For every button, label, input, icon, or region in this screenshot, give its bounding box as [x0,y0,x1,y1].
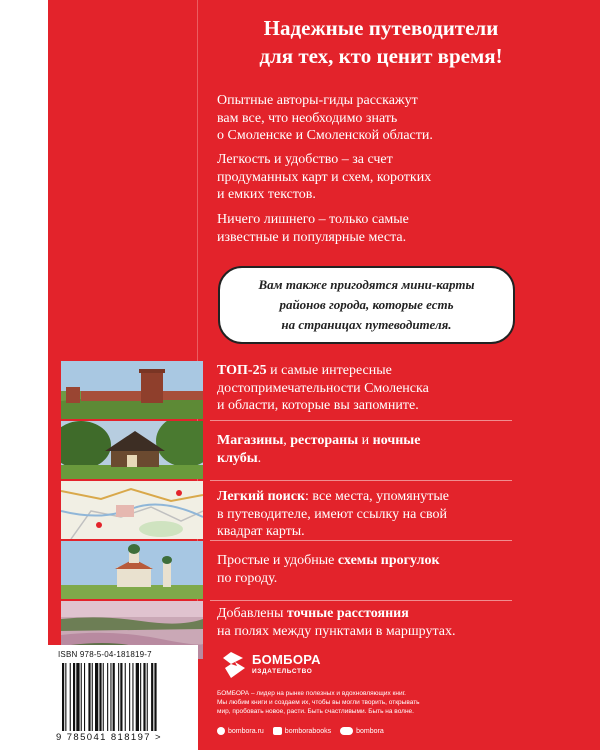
social-telegram[interactable]: bombora [340,727,384,735]
social-links [217,727,384,735]
headline-line-1: Надежные путеводители [263,16,499,40]
headline [210,14,552,70]
callout-bubble [218,266,515,344]
social-site[interactable]: bombora.ru [217,727,264,735]
social-vk[interactable]: bomborabooks [273,727,331,735]
feature-shops: Магазины, рестораны и ночные клубы. [217,433,421,466]
publisher-description: БОМБОРА – лидер на рынке полезных и вдохновляющих книг. Мы любим книги и создаем их, чтобы вы могли творить, открывать мир, пробовать новое, расти. Быть счастливыми. Быть на волне. [217,690,420,715]
headline-line-2: для тех, кто ценит время! [259,44,503,68]
barcode-digits: 9 785041 818197 > [56,732,162,743]
divider [210,420,512,421]
callout-text: Вам также пригодятся мини-карты районов города, которые есть на страницах путеводителя. [258,277,475,332]
fortress-wall-photo [61,361,203,419]
globe-icon [217,727,225,735]
publisher-logo-sub: ИЗДАТЕЛЬСТВО [252,668,313,675]
vk-icon [273,727,282,735]
feature-distances: Добавлены точные расстояния на полях между пунктами в маршрутах. [217,606,456,639]
divider [210,600,512,601]
isbn-label: ISBN 978-5-04-181819-7 [58,650,152,659]
feature-top25: ТОП-25 и самые интересные достопримечательности Смоленска и области, которые вы запомните. [217,363,429,413]
telegram-icon [340,727,353,735]
map-excerpt-image [61,481,203,539]
intro-paragraph-1: Опытные авторы-гиды расскажут вам все, что необходимо знать о Смоленске и Смоленской области. [217,93,433,143]
divider [210,540,512,541]
feature-walks: Простые и удобные схемы прогулок по городу. [217,553,440,586]
intro-paragraph-3: Ничего лишнего – только самые известные и популярные места. [217,212,409,245]
publisher-logo-name: БОМБОРА [252,652,321,667]
bombora-logo-icon [219,650,249,680]
intro-paragraph-2: Легкость и удобство – за счет продуманных карт и схем, коротких и емких текстов. [217,152,432,202]
teremok-house-photo [61,421,203,479]
barcode [60,663,188,733]
divider [210,480,512,481]
feature-search: Легкий поиск: все места, упомянутые в путеводителе, имеют ссылку на свой квадрат карты. [217,489,449,539]
church-photo [61,541,203,599]
